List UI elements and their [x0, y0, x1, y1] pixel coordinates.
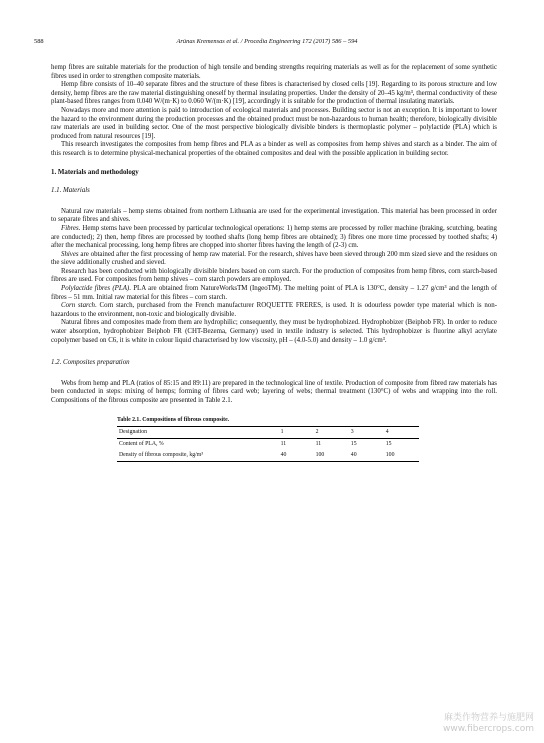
paragraph: [51, 251, 497, 268]
running-head: Arūnas Kremensas et al. / Procedia Engineering 172 (2017) 586 – 594: [176, 38, 358, 45]
table-row: [117, 450, 419, 462]
column-header: 4: [384, 426, 419, 438]
lead-in: Shives: [61, 250, 79, 258]
paragraph-text: . Corn starch, purchased from the French manufacturer ROQUETTE FRERES, is used. It is odourless powder type material which is non-hazardous to the environment, non-toxic and biologically divisible.: [51, 302, 497, 318]
paragraph: This research investigates the composites from hemp fibres and PLA as a binder as well as composites from hemp shives and starch as a binder. The aim of this research is to determine physical-mechanical properties of the obtained composites and deal with the possible application in building sector.: [51, 141, 497, 157]
table-cell: Content of PLA, %: [119, 440, 164, 447]
watermark: [443, 713, 534, 735]
composition-table: [117, 417, 419, 462]
page-number: 588: [34, 38, 44, 45]
table-cell: 40: [349, 450, 384, 462]
table-cell: Density of fibrous composite, kg/m³: [117, 450, 279, 462]
section-heading: 1. Materials and methodology: [51, 168, 139, 176]
table-cell: 100: [314, 450, 349, 462]
watermark-line: www.fibercrops.com: [443, 724, 534, 734]
paragraph-text: . PLA are obtained from NatureWorksTM (IngeoTM). The melting point of PLA is 130°C, density – 1.27 g/cm³ and the length of fibres – 51 mm. Initial raw material for this fibres – corn starch.: [51, 285, 497, 301]
column-header: 3: [349, 426, 384, 438]
paragraph-text: . Hemp stems have been processed by particular technological operations: 1) hemp stems are processed by roller machine (braking, scutching, beating are conducted); 2) then, hemp fibres are processed by toothed shafts (long hemp fibres are obtained); 3) fibres one more time processed by toothed shafts; 4) after the mechanical processing, long hemp fibres are chopped into shorter fibres having the length of (2-3) cm.: [51, 224, 497, 250]
table-cell: 11: [280, 440, 287, 447]
column-header: Designation: [117, 426, 279, 438]
table-caption: Table 2.1. Compositions of fibrous composite.: [117, 416, 230, 423]
data-table: [117, 426, 419, 462]
column-header: 1: [279, 426, 314, 438]
paragraph: Webs from hemp and PLA (ratios of 85:15 and 89:11) are prepared in the technological line of textile. Production of composite from fibred raw materials has been conducted in steps: mixing of hemps; forming of fibres card web; layering of webs; thermal treatment (130°C) of webs and wrapping into the roll. Compositions of the fibrous composite are presented in Table 2.1.: [51, 379, 497, 404]
table-cell: 11: [315, 440, 322, 447]
table-row: [117, 438, 419, 450]
table-cell: 40: [279, 450, 314, 462]
paragraph: Hemp fibre consists of 10–40 separate fibres and the structure of these fibres is characterised by closed cells [19]. Regarding to its porous structure and low density, hemp fibres are the raw material distinguishing oneself by thermal insulating properties. Under the density of 20–45 kg/m³, thermal conductivity of these plant-based fibres ranges from 0.040 W/(m·K) to 0.060 W/(m·K) [19], accordingly it is suitable for the production of thermal insulating materials.: [51, 81, 497, 106]
subsection-heading: 1.2. Composites preparation: [51, 359, 130, 367]
lead-in: Fibres: [61, 224, 79, 232]
watermark-line: 麻类作物营养与施肥网: [443, 713, 534, 723]
paragraph: [51, 285, 497, 302]
paragraph: Natural raw materials – hemp stems obtained from northern Lithuania are used for the experimental investigation. This material has been processed in order to separate fibres and shives.: [51, 207, 497, 224]
subsection-heading: 1.1. Materials: [51, 187, 90, 195]
paragraph: Natural fibres and composites made from them are hydrophilic; consequently, they must be hydrophobized. Hydrophobizer (Beiphob FR). In order to reduce water absorption, hydrophobizer Beiphob FR (CHT-Bezema, Germany) used in textile industry is selected. This hydrophobizer is fluorine alkyl acrylate copolymer based on C6, it is white in colour liquid characterised by low viscosity, pH – (4.0-5.0) and density – 1.0 g/cm³.: [51, 319, 497, 344]
paragraph: [51, 302, 497, 319]
paragraph: [51, 225, 497, 251]
column-header: 2: [314, 426, 349, 438]
table-cell: 15: [385, 440, 392, 447]
page-header: [34, 38, 500, 50]
lead-in: Polylactide fibres (PLA): [61, 285, 130, 293]
article-body: [51, 64, 497, 462]
table-header-row: [117, 426, 419, 438]
paragraph: Research has been conducted with biologically divisible binders based on corn starch. For the production of composites from hemp fibres, corn starch-based fibres are used. For composites from hemp shives – corn starch powders are employed.: [51, 267, 497, 284]
paragraph-text: are obtained after the first processing of hemp raw material. For the research, shives have been sieved through 200 mm sized sieve and the residues on the sieve additionally crushed and sieved.: [51, 250, 497, 267]
table-cell: 15: [350, 440, 357, 447]
lead-in: Corn starch: [61, 302, 95, 310]
paragraph: hemp fibres are suitable materials for the production of high tensile and bending strengths requiring materials as well as for the replacement of some synthetic fibres used in order to strengthen composite materials.: [51, 64, 497, 80]
table-cell: 100: [384, 450, 419, 462]
paragraph: Nowadays more and more attention is paid to introduction of ecological materials and processes. Building sector is not an exception. It is important to lower the hazard to the environment during the production processes and the obtained product must be non-hazardous to human health; therefore, biologically divisible raw materials are used in building sector. One of the most perspective biologically divisible binders is thermoplastic polymer – polylactide (PLA) which is produced from natural resources [19].: [51, 106, 497, 140]
